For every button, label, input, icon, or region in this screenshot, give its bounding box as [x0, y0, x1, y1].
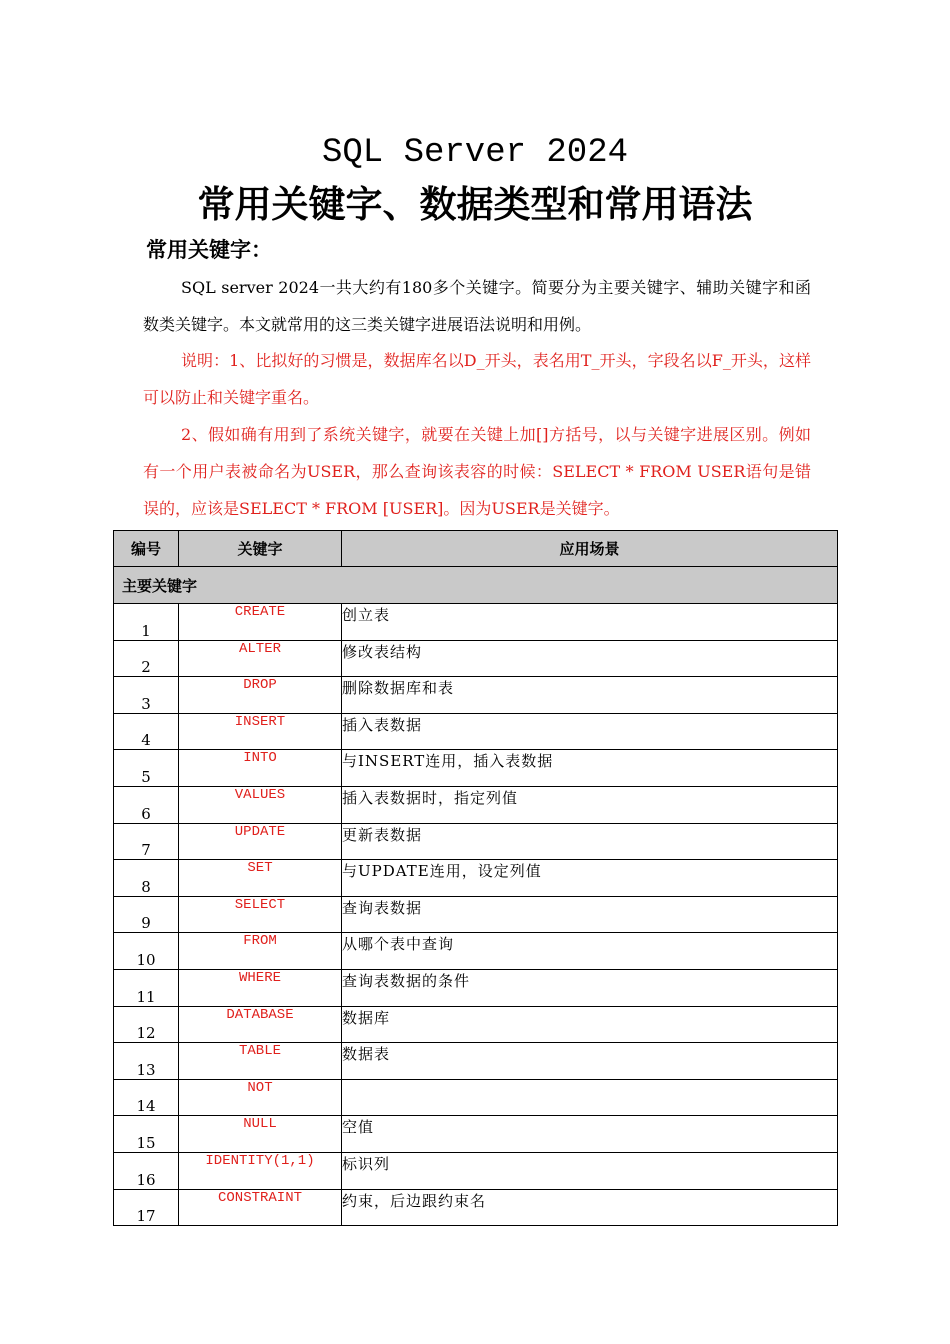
row-usage: [342, 1079, 838, 1116]
row-keyword: SELECT: [179, 896, 342, 933]
row-number-text: 5: [141, 767, 151, 786]
row-number-text: 13: [136, 1060, 156, 1079]
row-usage: 查询表数据的条件: [342, 969, 838, 1006]
row-keyword: UPDATE: [179, 823, 342, 860]
row-number-text: 16: [136, 1170, 156, 1189]
row-number: [114, 1116, 179, 1153]
row-number-text: 11: [136, 987, 156, 1006]
row-usage: 数据表: [342, 1043, 838, 1080]
row-keyword: WHERE: [179, 969, 342, 1006]
header-keyword: 关键字: [179, 531, 342, 567]
table-row: [114, 1043, 838, 1080]
document-title-line1: SQL Server 2024: [321, 134, 629, 172]
row-keyword: VALUES: [179, 786, 342, 823]
row-keyword: INSERT: [179, 713, 342, 750]
row-keyword: CREATE: [179, 604, 342, 641]
row-keyword: DROP: [179, 677, 342, 714]
row-keyword: TABLE: [179, 1043, 342, 1080]
group-row: [114, 567, 838, 604]
group-label: 主要关键字: [114, 567, 838, 604]
row-number: [114, 1043, 179, 1080]
row-number: [114, 677, 179, 714]
table-row: [114, 786, 838, 823]
row-number-text: 2: [141, 658, 151, 677]
intro-paragraph: SQL server 2024一共大约有180多个关键字。简要分为主要关键字、辅助关键字和函数类关键字。本文就常用的这三类关键字进展语法说明和用例。: [143, 278, 811, 334]
table-row: [114, 640, 838, 677]
row-usage: 插入表数据: [342, 713, 838, 750]
row-number-text: 14: [136, 1097, 156, 1116]
header-number: 编号: [114, 531, 179, 567]
row-number: [114, 823, 179, 860]
row-number: [114, 750, 179, 787]
row-usage: 修改表结构: [342, 640, 838, 677]
row-usage: 从哪个表中查询: [342, 933, 838, 970]
row-number-text: 7: [141, 841, 151, 860]
row-number-text: 3: [141, 694, 151, 713]
header-usage: 应用场景: [342, 531, 838, 567]
row-usage: 标识列: [342, 1152, 838, 1189]
table-row: [114, 1079, 838, 1116]
row-number: [114, 786, 179, 823]
table-row: [114, 604, 838, 641]
row-keyword: CONSTRAINT: [179, 1189, 342, 1226]
row-keyword: IDENTITY(1,1): [179, 1152, 342, 1189]
row-number-text: 10: [136, 950, 156, 969]
row-usage: 插入表数据时，指定列值: [342, 786, 838, 823]
row-number: [114, 969, 179, 1006]
row-number: [114, 640, 179, 677]
row-number-text: 8: [141, 877, 151, 896]
table-row: [114, 713, 838, 750]
row-keyword: FROM: [179, 933, 342, 970]
section-heading: 常用关键字：: [146, 237, 272, 262]
row-usage: 数据库: [342, 1006, 838, 1043]
table-row: [114, 677, 838, 714]
row-keyword: NOT: [179, 1079, 342, 1116]
table-row: [114, 823, 838, 860]
row-keyword: SET: [179, 860, 342, 897]
row-number-text: 1: [141, 621, 151, 640]
table-row: [114, 860, 838, 897]
document-title-line2: 常用关键字、数据类型和常用语法: [197, 182, 753, 226]
table-row: [114, 933, 838, 970]
row-keyword: NULL: [179, 1116, 342, 1153]
row-number: [114, 896, 179, 933]
row-usage: 更新表数据: [342, 823, 838, 860]
row-number-text: 6: [141, 804, 151, 823]
row-usage: 约束，后边跟约束名: [342, 1189, 838, 1226]
row-number: [114, 1189, 179, 1226]
table-row: [114, 969, 838, 1006]
note-paragraph-1: 说明：1、比拟好的习惯是，数据库名以D_开头，表名用T_开头，字段名以F_开头，这样可以防止和关键字重名。: [143, 351, 811, 407]
row-usage: 与UPDATE连用，设定列值: [342, 860, 838, 897]
row-number-text: 12: [136, 1024, 156, 1043]
row-number: [114, 604, 179, 641]
row-number: [114, 1152, 179, 1189]
row-usage: 查询表数据: [342, 896, 838, 933]
row-number: [114, 860, 179, 897]
row-number-text: 15: [136, 1133, 156, 1152]
row-keyword: DATABASE: [179, 1006, 342, 1043]
row-keyword: ALTER: [179, 640, 342, 677]
row-number-text: 4: [141, 731, 151, 750]
row-usage: 与INSERT连用，插入表数据: [342, 750, 838, 787]
row-number-text: 9: [141, 914, 151, 933]
row-number: [114, 1079, 179, 1116]
row-number-text: 17: [136, 1207, 156, 1226]
row-usage: 删除数据库和表: [342, 677, 838, 714]
row-number: [114, 1006, 179, 1043]
row-number: [114, 713, 179, 750]
table-header-row: [114, 531, 838, 567]
table-row: [114, 1189, 838, 1226]
table-row: [114, 1116, 838, 1153]
row-usage: 空值: [342, 1116, 838, 1153]
row-usage: 创立表: [342, 604, 838, 641]
row-number: [114, 933, 179, 970]
note-paragraph-2: 2、假如确有用到了系统关键字，就要在关键上加[]方括号，以与关键字进展区别。例如有一个用户表被命名为USER，那么查询该表容的时候：SELECT * FROM USER语句是错误的，应该是SELECT * FROM [USER]。因为USER是关键字。: [143, 425, 811, 518]
table-row: [114, 896, 838, 933]
table-row: [114, 1006, 838, 1043]
row-keyword: INTO: [179, 750, 342, 787]
table-row: [114, 750, 838, 787]
keyword-table: [113, 530, 838, 1226]
table-row: [114, 1152, 838, 1189]
